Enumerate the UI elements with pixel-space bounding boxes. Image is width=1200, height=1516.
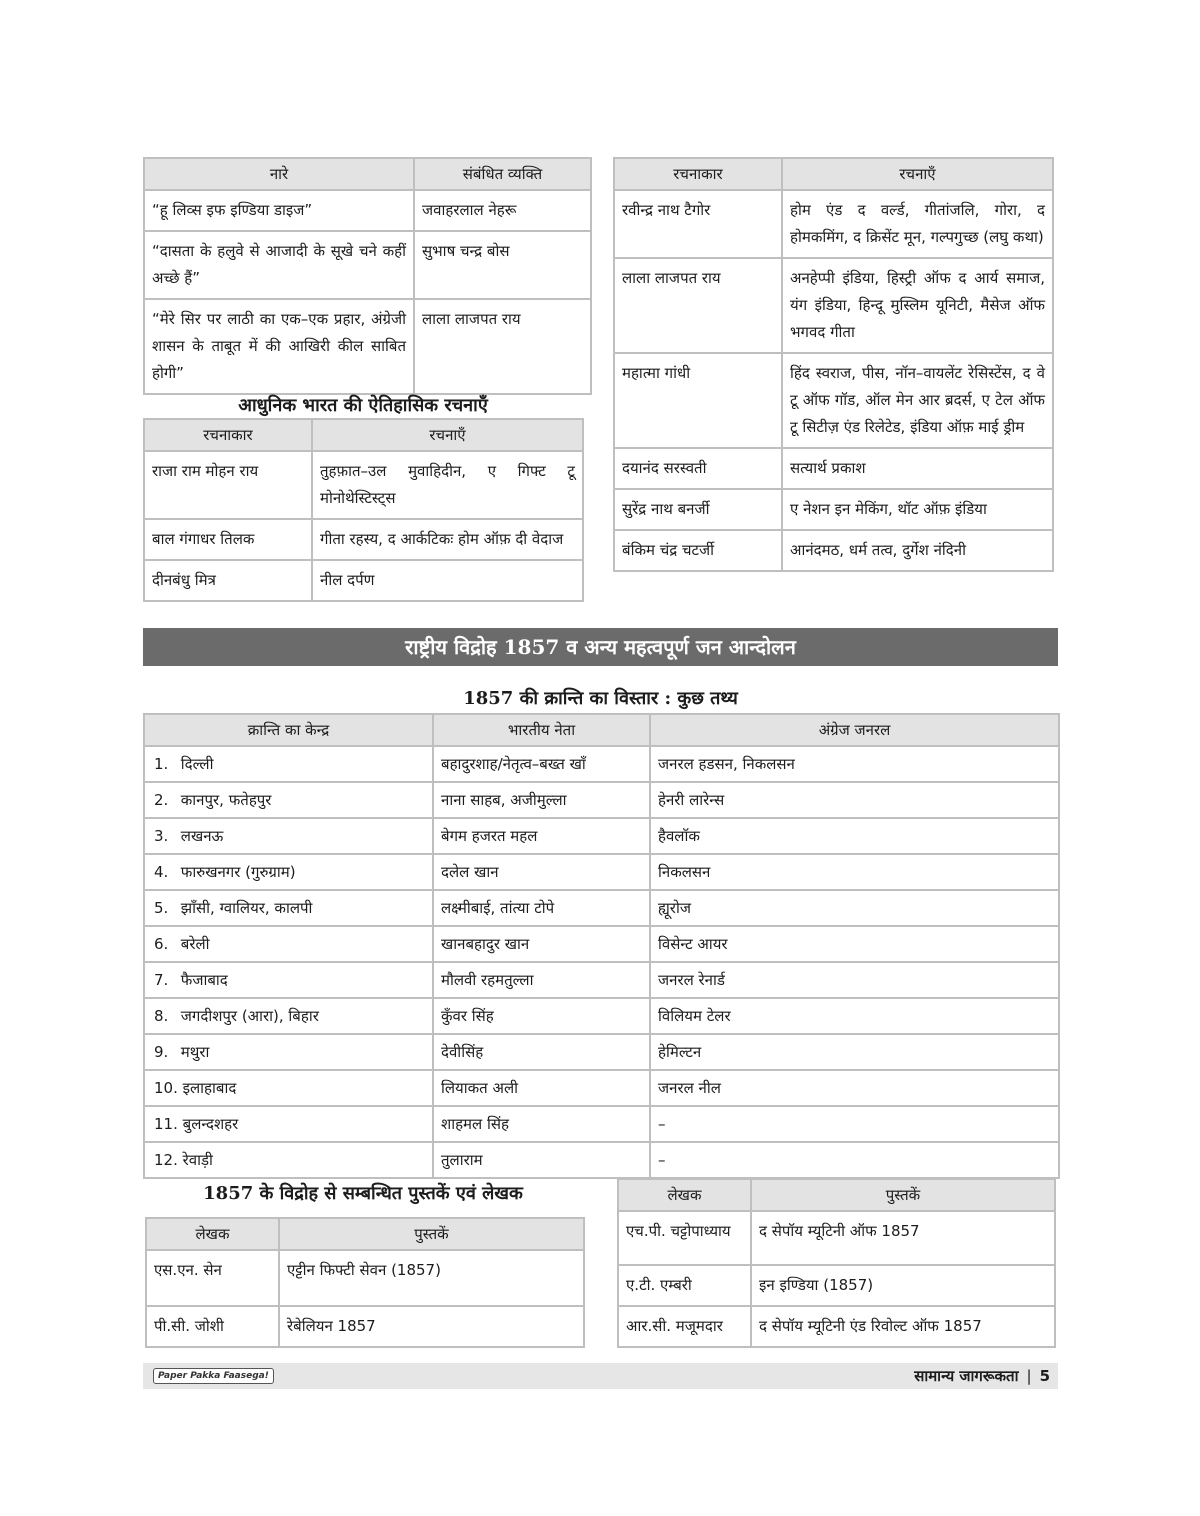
slogan-cell: “हू लिव्स इफ इण्डिया डाइज” [144,190,414,231]
revolt-general-cell: निकलसन [650,854,1059,890]
center-name: जगदीशपुर (आरा), बिहार [180,1007,319,1025]
table-row [144,998,1059,1034]
table-row [146,1306,584,1347]
works-cell: अनहेप्पी इंडिया, हिस्ट्री ऑफ द आर्य समाज, यंग इंडिया, हिन्दू मुस्लिम यूनिटी, मैसेज ऑफ भगवद गीता [782,258,1053,353]
row-number: 3. [154,827,169,845]
author-cell: दयानंद सरस्वती [614,448,782,489]
revolt-leader-cell: देवीसिंह [433,1034,650,1070]
revolt-center-cell [144,962,433,998]
table-row [614,258,1053,353]
books-left-header-books: पुस्तकें [279,1218,584,1250]
historic-header-works: रचनाएँ [312,419,583,451]
page-footer [143,1363,1058,1389]
works-cell: हिंद स्वराज, पीस, नॉन–वायलेंट रेसिस्टेंस, द वे टू ऑफ गॉड, ऑल मेन आर ब्रदर्स, ए टेल ऑफ टू सिटीज़ एंड रिलेटेड, इंडिया ऑफ़ माई ड्रीम [782,353,1053,448]
table-row [144,926,1059,962]
table-row [146,1250,584,1306]
row-number: 10. [154,1079,178,1097]
works-cell: होम एंड द वर्ल्ड, गीतांजलि, गोरा, द होमकमिंग, द क्रिसेंट मून, गल्पगुच्छ (लघु कथा) [782,190,1053,258]
person-cell: सुभाष चन्द्र बोस [414,231,591,299]
row-number: 8. [154,1007,169,1025]
table-row [614,530,1053,571]
revolt-leader-cell: बहादुरशाह/नेतृत्व–बख्त खाँ [433,746,650,782]
revolt-center-cell [144,746,433,782]
table-row [614,448,1053,489]
table-row [614,489,1053,530]
table-row [144,451,583,519]
revolt-general-cell: हेनरी लारेन्स [650,782,1059,818]
table-row [144,854,1059,890]
person-cell: लाला लाजपत राय [414,299,591,394]
book-cell: इन इण्डिया (1857) [751,1265,1055,1306]
books-left-header-author: लेखक [146,1218,279,1250]
revolt-header-leader: भारतीय नेता [433,714,650,746]
works-cell: नील दर्पण [312,560,583,601]
book-cell: रेबेलियन 1857 [279,1306,584,1347]
row-number: 11. [154,1115,178,1133]
revolt-leader-cell: तुलाराम [433,1142,650,1178]
books-right-header-books: पुस्तकें [751,1179,1055,1211]
row-number: 7. [154,971,169,989]
revolt-general-cell: जनरल हडसन, निकलसन [650,746,1059,782]
revolt-leader-cell: बेगम हजरत महल [433,818,650,854]
author-cell: एच.पी. चट्टोपाध्याय [618,1211,751,1265]
revolt-title: 1857 की क्रान्ति का विस्तार : कुछ तथ्य [463,688,738,709]
table-row [144,231,591,299]
revolt-general-cell: विलियम टेलर [650,998,1059,1034]
revolt-general-cell: ह्यूरोज [650,890,1059,926]
revolt-center-cell [144,1034,433,1070]
row-number: 9. [154,1043,169,1061]
table-row [144,299,591,394]
historic-header-author: रचनाकार [144,419,312,451]
book-cell: एट्टीन फिफ्टी सेवन (1857) [279,1250,584,1306]
table-row [144,818,1059,854]
center-name: बरेली [180,935,210,953]
footer-subject: सामान्य जागरूकता [914,1367,1019,1385]
section-banner: राष्ट्रीय विद्रोह 1857 व अन्य महत्वपूर्ण जन आन्दोलन [143,628,1058,666]
page-number: 5 [1039,1367,1050,1385]
table-row [614,353,1053,448]
footer-info [914,1363,1050,1389]
center-name: बुलन्दशहर [182,1115,239,1133]
revolt-general-cell: जनरल रेनार्ड [650,962,1059,998]
author-cell: बंकिम चंद्र चटर्जी [614,530,782,571]
row-number: 4. [154,863,169,881]
works-cell: गीता रहस्य, द आर्कटिकः होम ऑफ़ दी वेदाज [312,519,583,560]
book-cell: द सेपॉय म्यूटिनी एंड रिवोल्ट ऑफ 1857 [751,1306,1055,1347]
table-row [144,190,591,231]
row-number: 1. [154,755,169,773]
center-name: झाँसी, ग्वालियर, कालपी [180,899,313,917]
table-row [144,746,1059,782]
author-cell: राजा राम मोहन राय [144,451,312,519]
revolt-leader-cell: दलेल खान [433,854,650,890]
center-name: कानपुर, फतेहपुर [180,791,272,809]
revolt-center-cell [144,1106,433,1142]
works-cell: सत्यार्थ प्रकाश [782,448,1053,489]
revolt-general-cell: जनरल नील [650,1070,1059,1106]
book-cell: द सेपॉय म्यूटिनी ऑफ 1857 [751,1211,1055,1265]
table-row [618,1306,1055,1347]
revolt-table [143,713,1060,1179]
row-number: 2. [154,791,169,809]
author-cell: ए.टी. एम्बरी [618,1265,751,1306]
author-cell: रवीन्द्र नाथ टैगोर [614,190,782,258]
center-name: फैजाबाद [180,971,228,989]
publisher-logo: Paper Pakka Faasega! [153,1368,274,1384]
revolt-center-cell [144,854,433,890]
slogans-header-person: संबंधित व्यक्ति [414,158,591,190]
revolt-header-general: अंग्रेज जनरल [650,714,1059,746]
slogans-header-slogan: नारे [144,158,414,190]
author-cell: सुरेंद्र नाथ बनर्जी [614,489,782,530]
authors-header-author: रचनाकार [614,158,782,190]
table-row [144,519,583,560]
authors-header-works: रचनाएँ [782,158,1053,190]
historic-works-title: आधुनिक भारत की ऐतिहासिक रचनाएँ [238,395,488,416]
author-cell: पी.सी. जोशी [146,1306,279,1347]
revolt-leader-cell: खानबहादुर खान [433,926,650,962]
center-name: दिल्ली [180,755,214,773]
center-name: मथुरा [180,1043,210,1061]
slogan-cell: “मेरे सिर पर लाठी का एक–एक प्रहार, अंग्रेजी शासन के ताबूत में की आखिरी कील साबित होगी” [144,299,414,394]
revolt-leader-cell: लियाकत अली [433,1070,650,1106]
table-row [144,962,1059,998]
revolt-center-cell [144,818,433,854]
table-row [144,560,583,601]
author-cell: एस.एन. सेन [146,1250,279,1306]
works-cell: ए नेशन इन मेकिंग, थॉट ऑफ़ इंडिया [782,489,1053,530]
center-name: रेवाड़ी [182,1151,213,1169]
revolt-leader-cell: कुँवर सिंह [433,998,650,1034]
author-cell: लाला लाजपत राय [614,258,782,353]
revolt-center-cell [144,1142,433,1178]
row-number: 12. [154,1151,178,1169]
works-cell: आनंदमठ, धर्म तत्व, दुर्गेश नंदिनी [782,530,1053,571]
revolt-center-cell [144,998,433,1034]
table-row [618,1265,1055,1306]
author-cell: आर.सी. मजूमदार [618,1306,751,1347]
revolt-center-cell [144,1070,433,1106]
revolt-general-cell: विसेन्ट आयर [650,926,1059,962]
revolt-leader-cell: शाहमल सिंह [433,1106,650,1142]
historic-works-table [143,418,584,602]
table-row [618,1211,1055,1265]
authors-works-table [613,157,1054,572]
table-row [144,1070,1059,1106]
revolt-leader-cell: मौलवी रहमतुल्ला [433,962,650,998]
revolt-general-cell: – [650,1106,1059,1142]
books-table-left [145,1217,585,1348]
row-number: 6. [154,935,169,953]
table-row [144,890,1059,926]
books-right-header-author: लेखक [618,1179,751,1211]
books-title: 1857 के विद्रोह से सम्बन्धित पुस्तकें एवं लेखक [203,1183,523,1204]
slogan-cell: “दासता के हलुवे से आजादी के सूखे चने कहीं अच्छे हैं” [144,231,414,299]
center-name: इलाहाबाद [182,1079,237,1097]
revolt-center-cell [144,782,433,818]
slogans-table [143,157,592,395]
books-table-right [617,1178,1056,1348]
table-row [614,190,1053,258]
revolt-center-cell [144,926,433,962]
author-cell: महात्मा गांधी [614,353,782,448]
row-number: 5. [154,899,169,917]
works-cell: तुहफ़ात–उल मुवाहिदीन, ए गिफ्ट टू मोनोथेस्टिस्ट्स [312,451,583,519]
revolt-header-center: क्रान्ति का केन्द्र [144,714,433,746]
author-cell: बाल गंगाधर तिलक [144,519,312,560]
author-cell: दीनबंधु मित्र [144,560,312,601]
revolt-leader-cell: नाना साहब, अजीमुल्ला [433,782,650,818]
center-name: लखनऊ [180,827,224,845]
center-name: फारुखनगर (गुरुग्राम) [180,863,296,881]
table-row [144,782,1059,818]
revolt-center-cell [144,890,433,926]
footer-separator: | [1026,1367,1032,1385]
revolt-general-cell: – [650,1142,1059,1178]
revolt-general-cell: हेमिल्टन [650,1034,1059,1070]
table-row [144,1034,1059,1070]
revolt-general-cell: हैवलॉक [650,818,1059,854]
table-row [144,1142,1059,1178]
revolt-leader-cell: लक्ष्मीबाई, तांत्या टोपे [433,890,650,926]
table-row [144,1106,1059,1142]
person-cell: जवाहरलाल नेहरू [414,190,591,231]
